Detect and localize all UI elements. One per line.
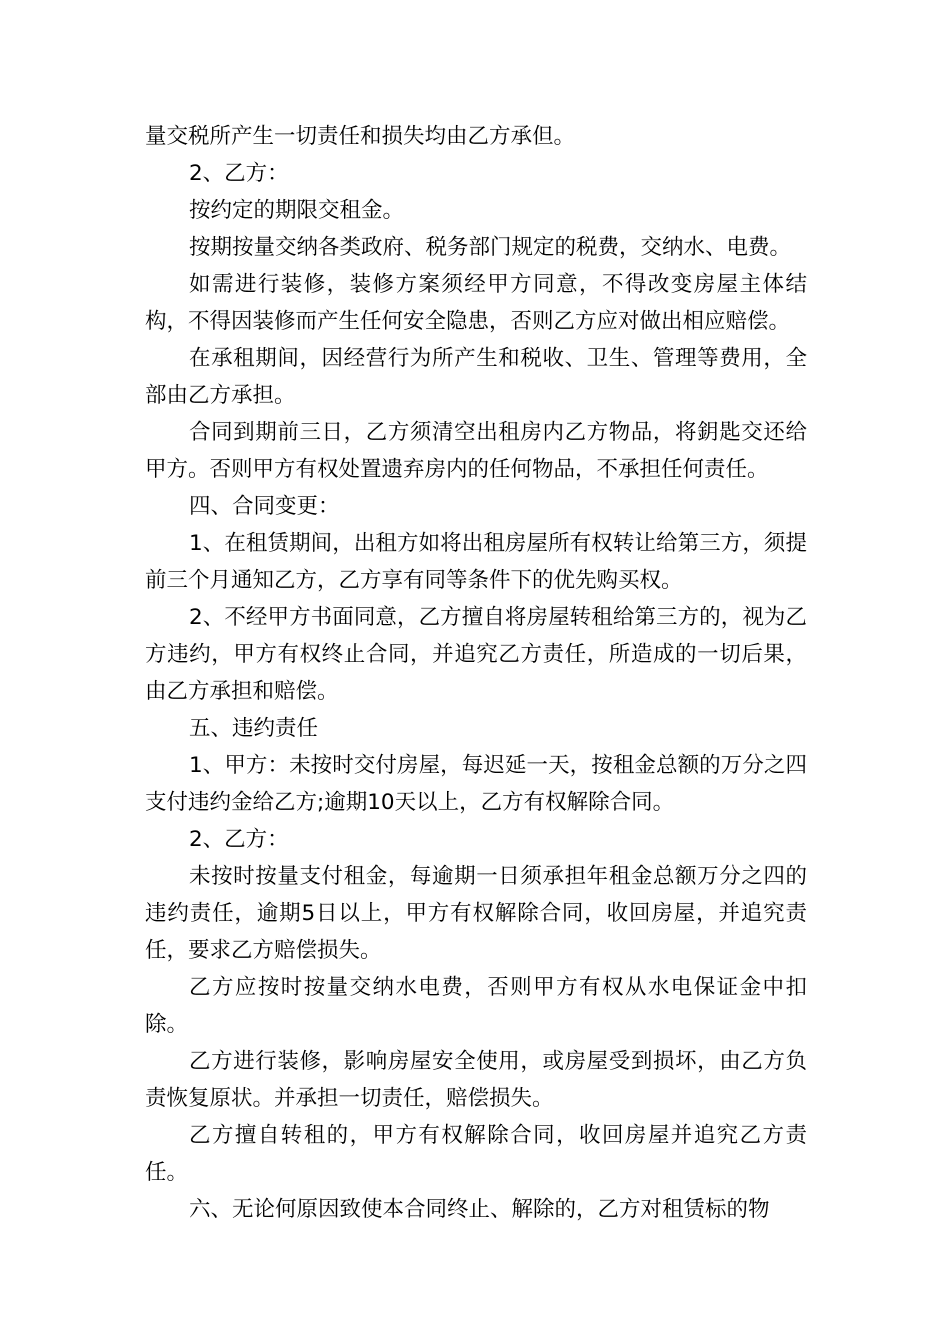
paragraph: 2、乙方： <box>189 827 289 852</box>
paragraph: 四、合同变更： <box>189 494 340 519</box>
paragraph: 1、在租赁期间，出租方如将出租房屋所有权转让给第三方，须提前三个月通知乙方，乙方享有同等条件下的优先购买权。 <box>145 531 807 593</box>
paragraph: 按约定的期限交租金。 <box>189 198 405 223</box>
paragraph: 1、甲方：未按时交付房屋，每迟延一天，按租金总额的万分之四支付违约金给乙方;逾期10天以上，乙方有权解除合同。 <box>145 753 807 815</box>
paragraph: 六、无论何原因致使本合同终止、解除的，乙方对租赁标的物 <box>189 1197 770 1222</box>
paragraph: 五、违约责任 <box>189 716 319 741</box>
paragraph: 乙方擅自转租的，甲方有权解除合同，收回房屋并追究乙方责任。 <box>145 1123 807 1185</box>
paragraph: 未按时按量支付租金，每逾期一日须承担年租金总额万分之四的违约责任，逾期5日以上，甲方有权解除合同，收回房屋，并追究责任，要求乙方赔偿损失。 <box>145 864 807 963</box>
paragraph: 在承租期间，因经营行为所产生和税收、卫生、管理等费用，全部由乙方承担。 <box>145 346 807 408</box>
paragraph: 量交税所产生一切责任和损失均由乙方承但。 <box>145 124 576 149</box>
document-body <box>145 118 807 1228</box>
paragraph: 按期按量交纳各类政府、税务部门规定的税费，交纳水、电费。 <box>189 235 792 260</box>
paragraph: 乙方进行装修，影响房屋安全使用，或房屋受到损坏，由乙方负责恢复原状。并承担一切责任，赔偿损失。 <box>145 1049 807 1111</box>
paragraph: 合同到期前三日，乙方须清空出租房内乙方物品，将鈅匙交还给甲方。否则甲方有权处置遗弃房内的任何物品，不承担任何责任。 <box>145 420 807 482</box>
paragraph: 2、乙方： <box>189 161 289 186</box>
paragraph: 2、不经甲方书面同意，乙方擅自将房屋转租给第三方的，视为乙方违约，甲方有权终止合同，并追究乙方责任，所造成的一切后果，由乙方承担和赔偿。 <box>145 605 807 704</box>
paragraph: 乙方应按时按量交纳水电费，否则甲方有权从水电保证金中扣除。 <box>145 975 807 1037</box>
paragraph: 如需进行装修，装修方案须经甲方同意，不得改变房屋主体结构，不得因装修而产生任何安全隐患，否则乙方应对做出相应赔偿。 <box>145 272 807 334</box>
